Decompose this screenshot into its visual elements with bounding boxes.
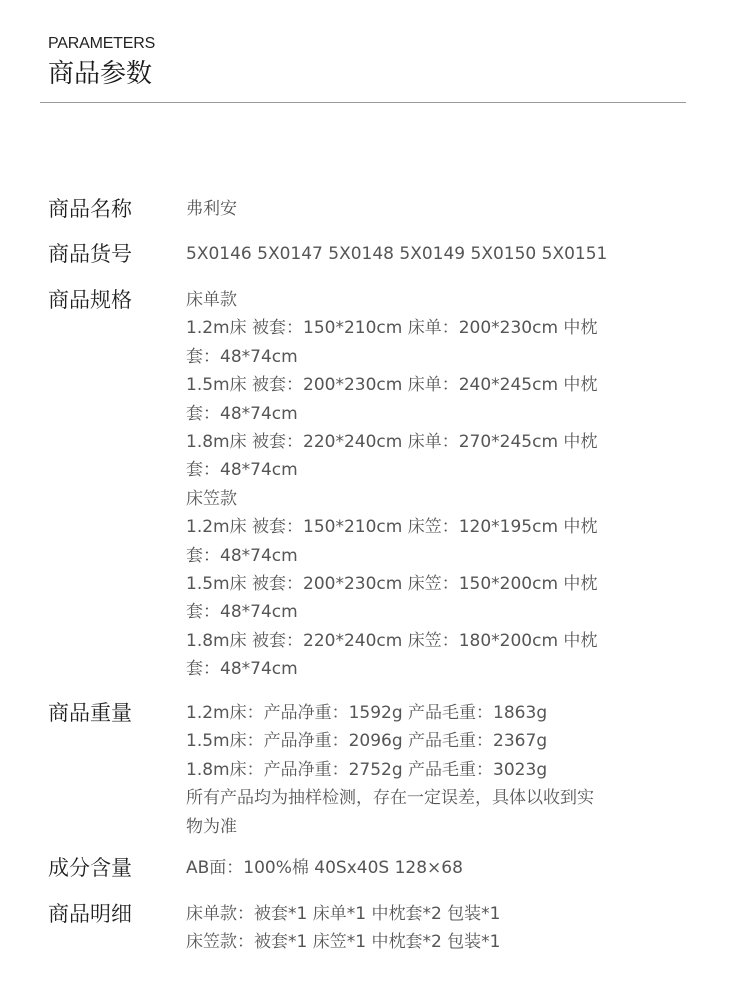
param-sku-value <box>186 240 656 268</box>
value-line: 1.5m床：产品净重：2096g 产品毛重：2367g <box>186 731 548 752</box>
param-name-value <box>186 195 656 223</box>
value-line: 1.2m床：产品净重：1592g 产品毛重：1863g <box>186 703 548 723</box>
param-sku-label: 商品货号 <box>48 242 132 266</box>
value-line: 1.8m床 被套：220*240cm 床单：270*245cm 中枕 <box>186 432 598 453</box>
param-composition-label: 成分含量 <box>48 856 132 880</box>
section-title-cn: 商品参数 <box>48 59 153 89</box>
value-line: 1.2m床 被套：150*210cm 床单：200*230cm 中枕 <box>186 318 598 339</box>
param-weight-value <box>186 699 656 841</box>
param-name-label: 商品名称 <box>48 197 132 221</box>
value-line: 弗利安 <box>186 199 237 219</box>
value-line: 1.5m床 被套：200*230cm 床笠：150*200cm 中枕 <box>186 574 598 595</box>
value-line: 物为准 <box>186 816 237 837</box>
value-line: 套：48*74cm <box>186 602 298 623</box>
value-line: 套：48*74cm <box>186 403 298 424</box>
param-contents-label: 商品明细 <box>48 902 132 926</box>
header-divider <box>40 102 686 103</box>
param-composition-value <box>186 854 656 882</box>
param-contents-value <box>186 900 656 957</box>
value-line: 所有产品均为抽样检测，存在一定误差，具体以收到实 <box>186 788 594 809</box>
value-line: 5X0146 5X0147 5X0148 5X0149 5X0150 5X0151 <box>186 244 608 264</box>
value-line: 套：48*74cm <box>186 659 298 680</box>
value-line: AB面：100%棉 40Sx40S 128×68 <box>186 858 463 878</box>
value-line: 1.8m床：产品净重：2752g 产品毛重：3023g <box>186 759 548 780</box>
value-line: 套：48*74cm <box>186 460 298 481</box>
param-spec-value <box>186 286 656 684</box>
value-line: 床笠款 <box>186 488 237 509</box>
value-line: 1.2m床 被套：150*210cm 床笠：120*195cm 中枕 <box>186 517 598 538</box>
value-line: 套：48*74cm <box>186 346 298 367</box>
param-spec-label: 商品规格 <box>48 288 132 312</box>
section-header <box>48 34 688 92</box>
param-weight-label: 商品重量 <box>48 701 132 725</box>
value-line: 床单款：被套*1 床单*1 中枕套*2 包装*1 <box>186 904 501 924</box>
value-line: 1.5m床 被套：200*230cm 床单：240*245cm 中枕 <box>186 375 598 396</box>
value-line: 床笠款：被套*1 床笠*1 中枕套*2 包装*1 <box>186 932 501 953</box>
section-title-en: PARAMETERS <box>48 35 156 52</box>
value-line: 床单款 <box>186 290 237 310</box>
value-line: 套：48*74cm <box>186 545 298 566</box>
value-line: 1.8m床 被套：220*240cm 床笠：180*200cm 中枕 <box>186 630 598 651</box>
